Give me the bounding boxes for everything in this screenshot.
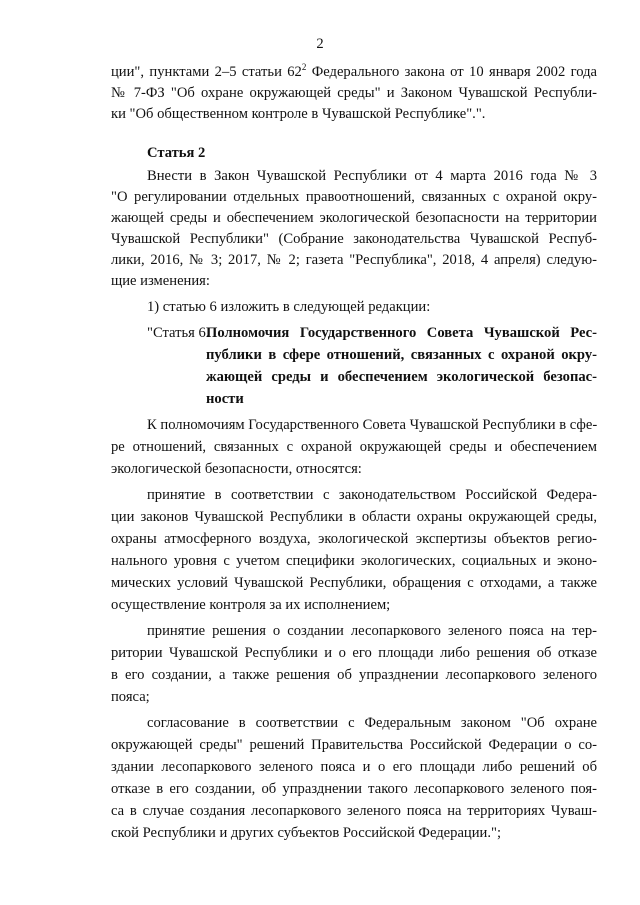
article-heading: Статья 2 [147, 145, 206, 161]
article-line: "О регулировании отдельных правоотношений, связанных с охраной окру- [111, 189, 597, 205]
clause-1-line: осуществление контроля за их исполнением; [111, 597, 391, 613]
intro-line-1-pre: ции", пунктами 2–5 статьи 62 [111, 64, 302, 80]
article-line: Чувашской Республики" (Собрание законодательства Чувашской Респуб- [111, 231, 597, 247]
article-line: Внести в Закон Чувашской Республики от 4 марта 2016 года № 3 [147, 168, 597, 184]
intro-line-1-post: Федерального закона от 10 января 2002 года [306, 64, 598, 80]
article6-title-line: публики в сфере отношений, связанных с охраной окру- [206, 347, 597, 363]
clause-3-line: здании лесопаркового зеленого пояса и о его площади либо решений об [111, 759, 597, 775]
clause-3-line: ской Республики и других субъектов Российской Федерации."; [111, 825, 502, 841]
article6-title-line: жающей среды и обеспечением экологической безопас- [206, 369, 597, 385]
powers-line: ре отношений, связанных с охраной окружающей среды и обеспечением [111, 439, 597, 455]
intro-line-2: № 7-ФЗ "Об охране окружающей среды" и Законом Чувашской Республи- [111, 85, 597, 101]
clause-1-line: мических условий Чувашской Республики, обращения с отходами, а также [111, 575, 597, 591]
clause-1-line: охраны атмосферного воздуха, экологической экспертизы объектов регио- [111, 531, 597, 547]
powers-line: К полномочиям Государственного Совета Чувашской Республики в сфе- [147, 417, 598, 433]
powers-line: экологической безопасности, относятся: [111, 461, 362, 477]
clause-3-line: са в случае создания лесопаркового зеленого пояса на территориях Чуваш- [111, 803, 597, 819]
article6-label: "Статья 6. [147, 325, 210, 341]
clause-3-line: отказе в его создании, об упразднении такого лесопаркового зеленого поя- [111, 781, 597, 797]
clause-2-line: ритории Чувашской Республики и о его площади либо решения об отказе [111, 645, 597, 661]
intro-superscript: 2 [301, 62, 307, 73]
clause-3-line: согласование в соответствии с Федеральным законом "Об охране [147, 715, 597, 731]
intro-line-3: ки "Об общественном контроле в Чувашской Республике".". [111, 106, 486, 122]
article-line: лики, 2016, № 3; 2017, № 2; газета "Республика", 2018, 4 апреля) следую- [111, 252, 597, 268]
item-1: 1) статью 6 изложить в следующей редакции: [147, 299, 431, 315]
clause-2-line: принятие решения о создании лесопаркового зеленого пояса на тер- [147, 623, 597, 639]
article-line: жающей среды и обеспечением экологической безопасности на территории [111, 210, 597, 226]
clause-1-line: ции законов Чувашской Республики в области охраны окружающей среды, [111, 509, 597, 525]
clause-1-line: нального уровня с учетом специфики экологических, социальных и эконо- [111, 553, 597, 569]
article6-title-line: ности [206, 391, 244, 407]
article-line: щие изменения: [111, 273, 210, 289]
clause-2-line: в его создании, а также решения об упразднении лесопаркового зеленого [111, 667, 597, 683]
clause-1-line: принятие в соответствии с законодательством Российской Федера- [147, 487, 597, 503]
article6-title-line: Полномочия Государственного Совета Чувашской Рес- [206, 325, 597, 341]
intro-line-1 [111, 62, 597, 82]
clause-3-line: окружающей среды" решений Правительства Российской Федерации о со- [111, 737, 597, 753]
clause-2-line: пояса; [111, 689, 150, 705]
page-number: 2 [316, 36, 324, 52]
